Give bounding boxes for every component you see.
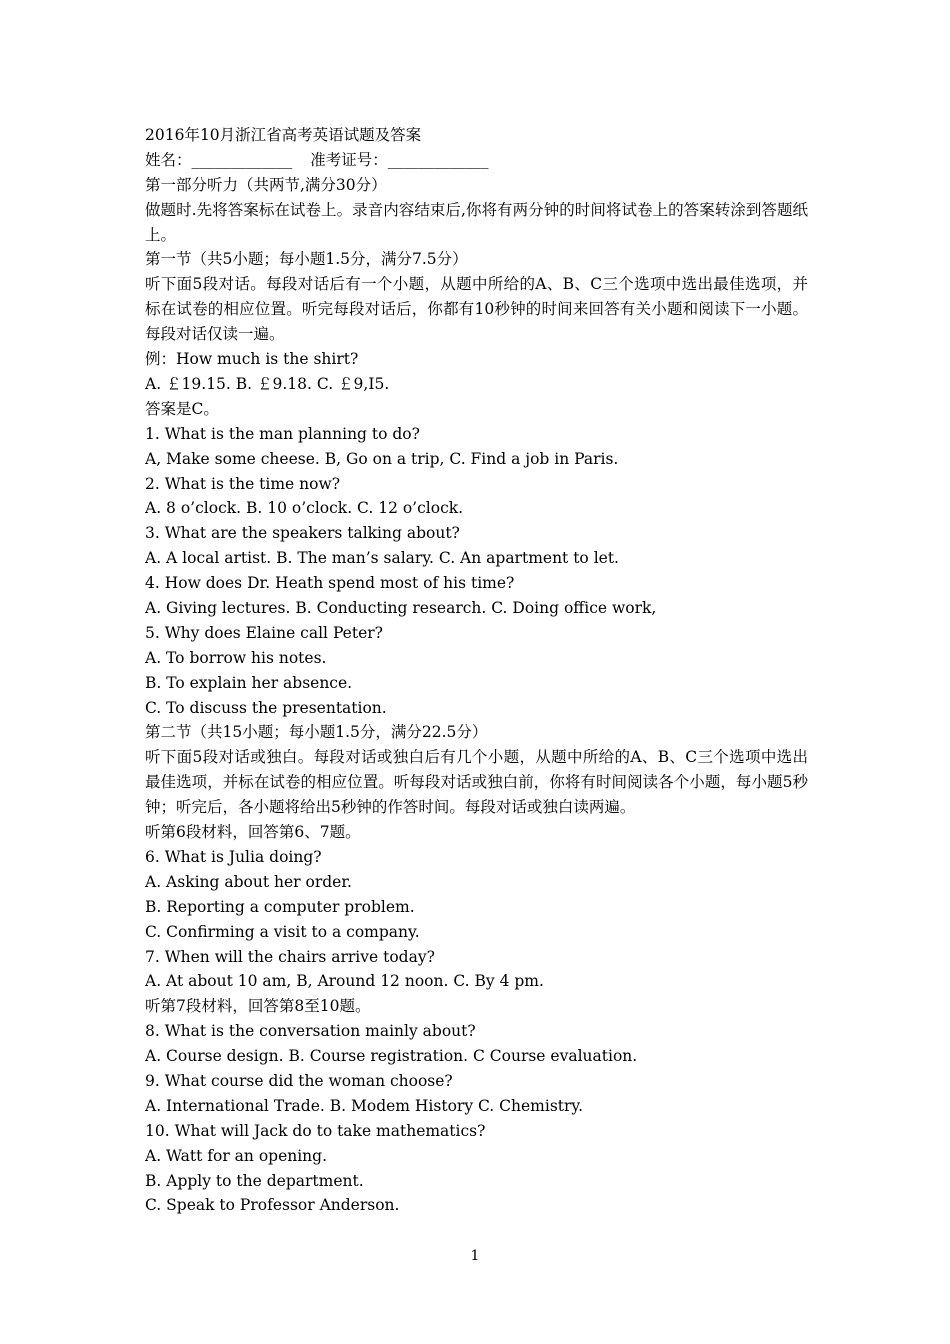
question-5: 5. Why does Elaine call Peter? — [145, 623, 383, 642]
question-8-options: A. Course design. B. Course registration. C Course evaluation. — [145, 1047, 638, 1066]
material-7-heading: 听第7段材料，回答第8至10题。 — [145, 997, 371, 1016]
exam-id-field-label: 准考证号：_____________ — [310, 150, 489, 169]
name-field-label: 姓名：_____________ — [145, 150, 293, 169]
question-5-option-c: C. To discuss the presentation. — [145, 698, 387, 717]
document-page — [145, 123, 808, 1218]
page-number: 1 — [470, 1248, 480, 1264]
part1-instructions: 做题时.先将答案标在试卷上。录音内容结束后,你将有两分钟的时间将试卷上的答案转涂到答题纸上。 — [145, 200, 808, 244]
section1-instructions: 听下面5段对话。每段对话后有一个小题，从题中所给的A、B、C三个选项中选出最佳选项，并标在试卷的相应位置。听完每段对话后，你都有10秒钟的时间来回答有关小题和阅读下一小题。每段对话仅读一遍。 — [145, 275, 808, 344]
document-title: 2016年10月浙江省高考英语试题及答案 — [145, 126, 422, 144]
question-1-options: A, Make some cheese. B, Go on a trip, C. Find a job in Paris. — [145, 449, 619, 468]
question-10: 10. What will Jack do to take mathematics? — [145, 1121, 486, 1140]
question-10-option-a: A. Watt for an opening. — [145, 1146, 328, 1165]
question-4-options: A. Giving lectures. B. Conducting research. C. Doing office work, — [145, 599, 657, 617]
part1-heading: 第一部分听力（共两节,满分30分） — [145, 175, 387, 194]
question-10-option-c: C. Speak to Professor Anderson. — [145, 1196, 400, 1215]
section2-instructions: 听下面5段对话或独白。每段对话或独白后有几个小题，从题中所给的A、B、C三个选项中选出最佳选项，并标在试卷的相应位置。听每段对话或独白前，你将有时间阅读各个小题，每小题5秒钟；听完后，各小题将给出5秒钟的作答时间。每段对话或独白读两遍。 — [145, 748, 808, 817]
candidate-info-row — [145, 148, 808, 173]
question-3: 3. What are the speakers talking about? — [145, 524, 460, 543]
question-6-option-c: C. Confirming a visit to a company. — [145, 922, 420, 941]
question-1: 1. What is the man planning to do? — [145, 424, 420, 443]
question-7-options: A. At about 10 am, B, Around 12 noon. C. By 4 pm. — [145, 972, 544, 991]
question-2-options: A. 8 o’clock. B. 10 o’clock. C. 12 o’clock. — [145, 499, 464, 518]
question-9-options: A. International Trade. B. Modem History C. Chemistry. — [145, 1096, 584, 1115]
question-6: 6. What is Julia doing? — [145, 847, 322, 866]
question-10-option-b: B. Apply to the department. — [145, 1171, 364, 1190]
question-3-options: A. A local artist. B. The man’s salary. C. An apartment to let. — [145, 549, 619, 568]
example-question: 例：How much is the shirt? — [145, 350, 359, 369]
question-6-option-b: B. Reporting a computer problem. — [145, 897, 415, 916]
section1-heading: 第一节（共5小题；每小题1.5分，满分7.5分） — [145, 250, 468, 269]
question-6-option-a: A. Asking about her order. — [145, 872, 352, 891]
question-9: 9. What course did the woman choose? — [145, 1071, 453, 1090]
question-4: 4. How does Dr. Heath spend most of his time? — [145, 574, 515, 593]
example-options: A. ￡19.15. B. ￡9.18. C. ￡9,I5. — [145, 374, 390, 393]
section2-heading: 第二节（共15小题；每小题1.5分，满分22.5分） — [145, 723, 488, 742]
example-answer: 答案是C。 — [145, 399, 219, 418]
question-5-option-b: B. To explain her absence. — [145, 673, 353, 692]
material-6-heading: 听第6段材料，回答第6、7题。 — [145, 823, 361, 842]
question-7: 7. When will the chairs arrive today? — [145, 947, 435, 966]
question-2: 2. What is the time now? — [145, 474, 341, 493]
question-8: 8. What is the conversation mainly about? — [145, 1022, 476, 1041]
question-5-option-a: A. To borrow his notes. — [145, 648, 327, 667]
